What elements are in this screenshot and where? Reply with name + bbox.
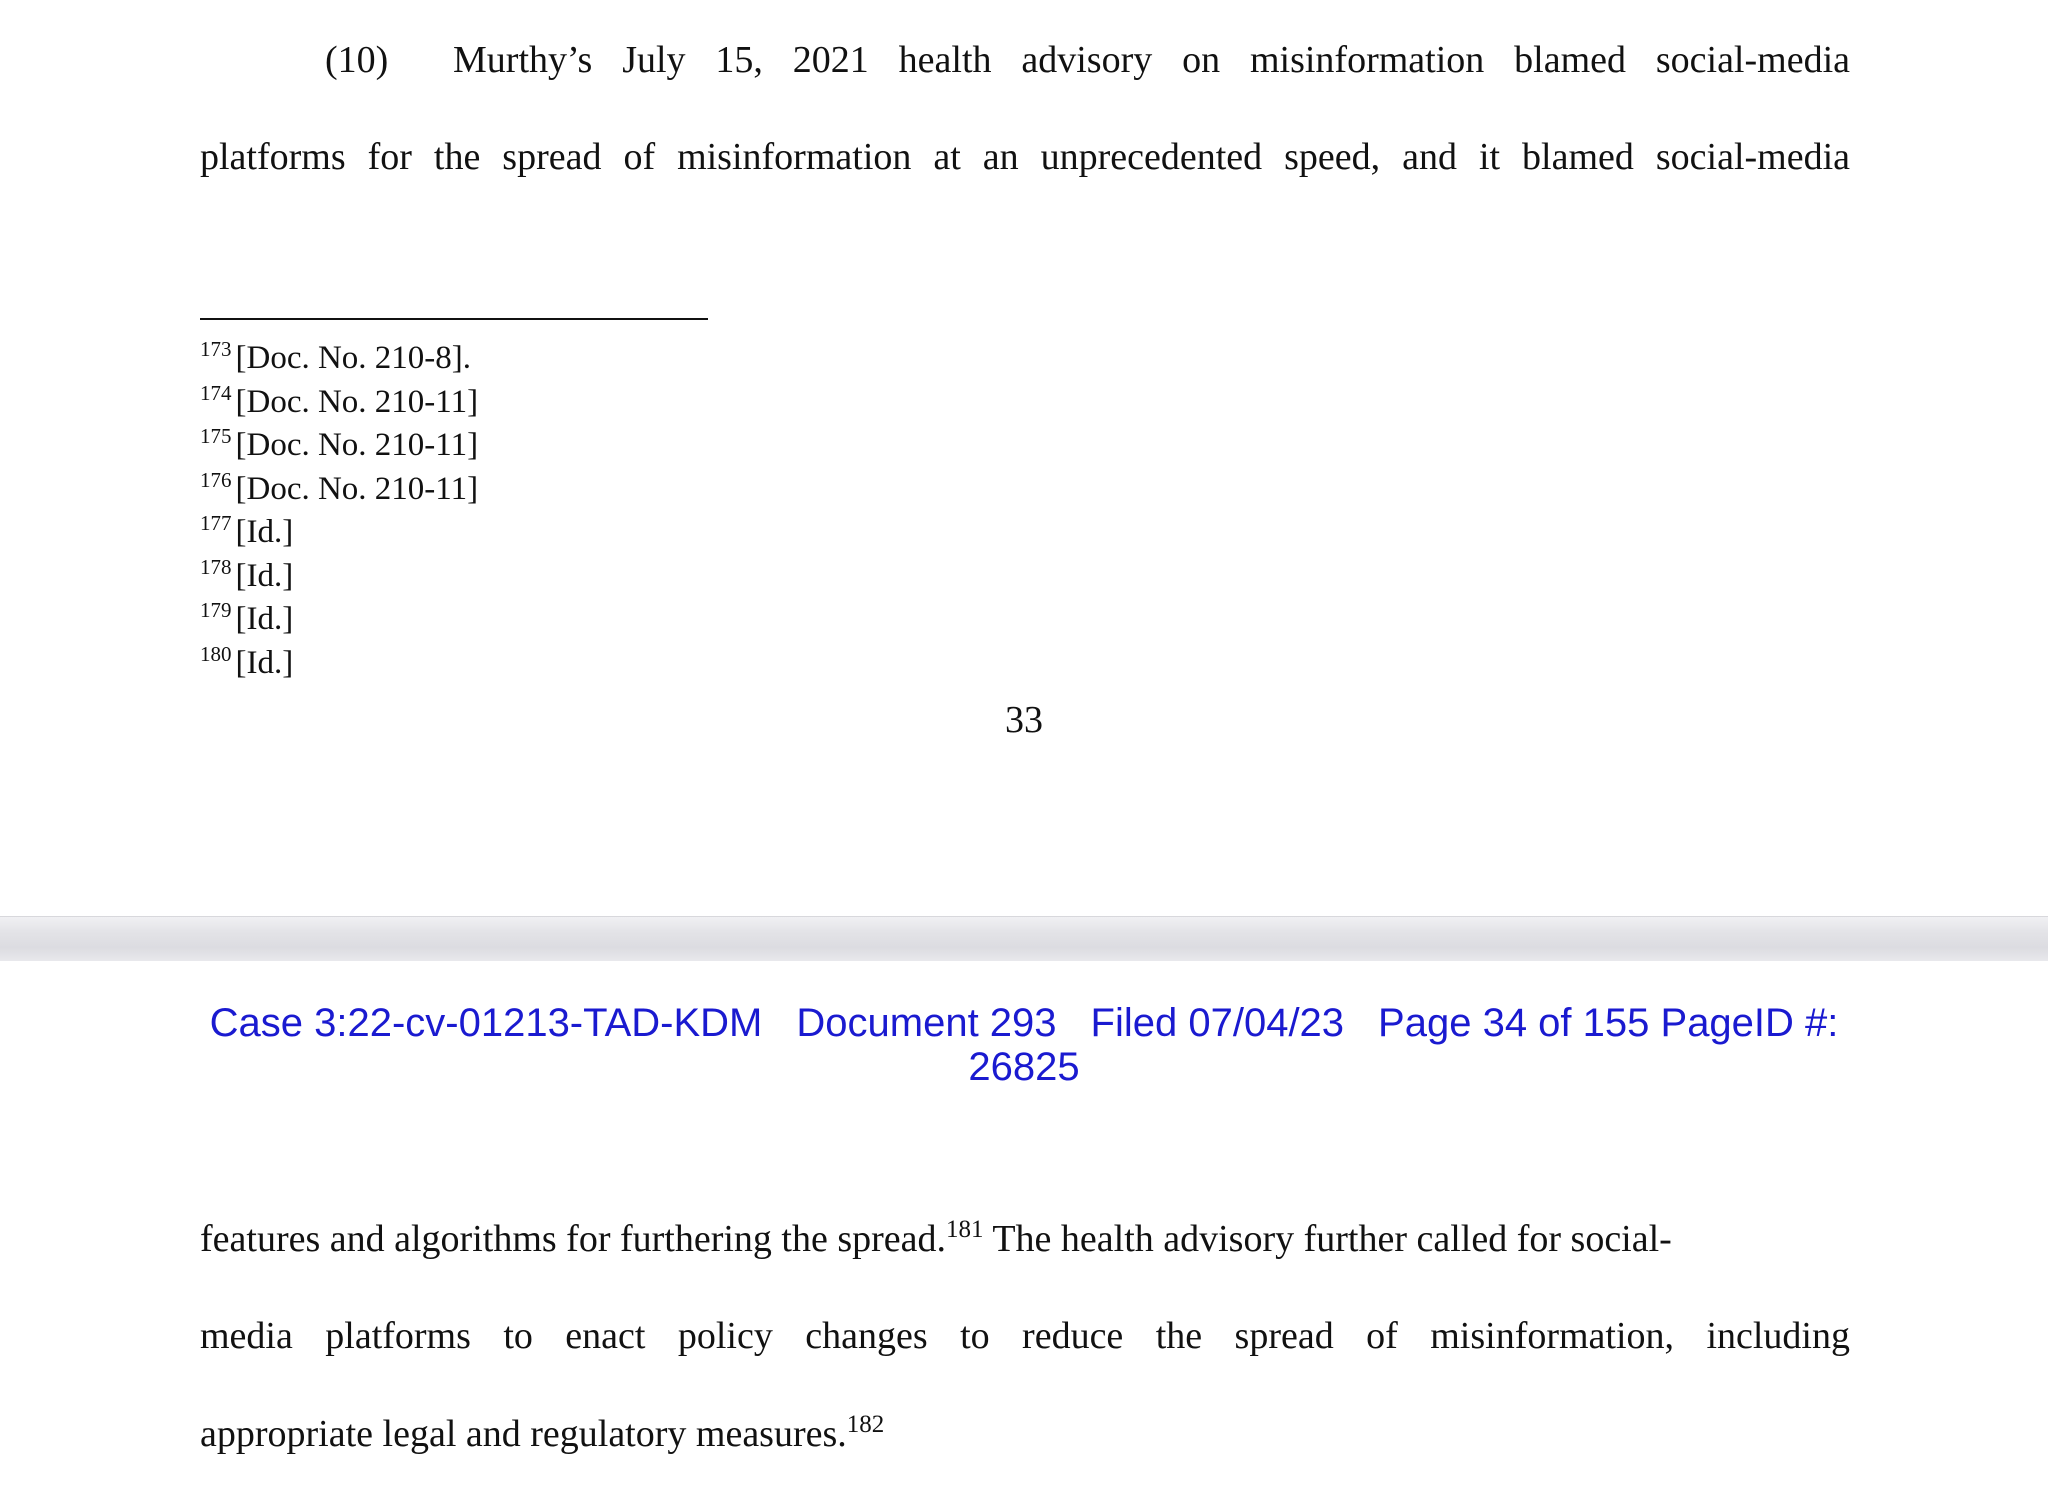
footnote (200, 512, 478, 556)
case-number: Case 3:22-cv-01213-TAD-KDM (209, 1001, 763, 1045)
footnote-number: 174 (200, 380, 232, 405)
footnote-number: 179 (200, 598, 232, 622)
footnote-list (200, 338, 478, 686)
footnote-number: 177 (200, 511, 232, 535)
footnote-text: [Doc. No. 210-8]. (235, 340, 472, 376)
case-header-line-1 (0, 1001, 2048, 1045)
footnote-text: [Doc. No. 210-11] (235, 427, 479, 463)
footnote-number: 180 (200, 641, 232, 666)
body-line-4: media platforms to enact policy changes to reduce the spread of misinformation, including (200, 1315, 1850, 1357)
page-separator (0, 916, 2048, 962)
document-number: Document 293 (796, 1001, 1057, 1045)
paragraph-number: (10) (325, 39, 389, 81)
case-header (0, 1001, 2048, 1089)
footnote-text: [Id.] (235, 644, 294, 681)
footnote-number: 175 (200, 424, 232, 448)
footnote-text: [Id.] (235, 557, 294, 594)
body-text: features and algorithms for furthering the spread. (200, 1218, 947, 1260)
footnote (200, 643, 478, 687)
footnote (200, 599, 478, 643)
footnote-number: 176 (200, 467, 232, 492)
page-count: Page 34 of 155 PageID #: (1378, 1001, 1839, 1045)
footnote (200, 338, 478, 382)
footnote-number: 178 (200, 554, 232, 579)
filed-date: Filed 07/04/23 (1090, 1001, 1345, 1045)
footnote-ref: 181 (946, 1216, 984, 1243)
footnote-text: [Id.] (235, 514, 294, 550)
page-number: 33 (1005, 699, 1043, 741)
footnote-text: [Id.] (235, 601, 294, 637)
page-id: 26825 (968, 1045, 1080, 1089)
body-text: appropriate legal and regulatory measures. (200, 1413, 847, 1455)
body-line-1: Murthy’s July 15, 2021 health advisory on misinformation blamed social-media (453, 39, 1850, 81)
body-line-5 (200, 1410, 1850, 1463)
body-line-2: platforms for the spread of misinformation at an unprecedented speed, and it blamed social-media (200, 136, 1850, 178)
footnote (200, 556, 478, 600)
body-line-3 (200, 1215, 1850, 1268)
footnote (200, 382, 478, 426)
footnote-separator (200, 318, 708, 320)
footnote (200, 425, 478, 469)
page-34 (0, 961, 2048, 1502)
footnote-text: [Doc. No. 210-11] (235, 383, 479, 420)
footnote-ref: 182 (846, 1411, 885, 1438)
footnote-number: 173 (200, 337, 232, 361)
body-text: The health advisory further called for social- (983, 1218, 1672, 1260)
footnote-text: [Doc. No. 210-11] (235, 470, 479, 507)
footnote (200, 469, 478, 513)
